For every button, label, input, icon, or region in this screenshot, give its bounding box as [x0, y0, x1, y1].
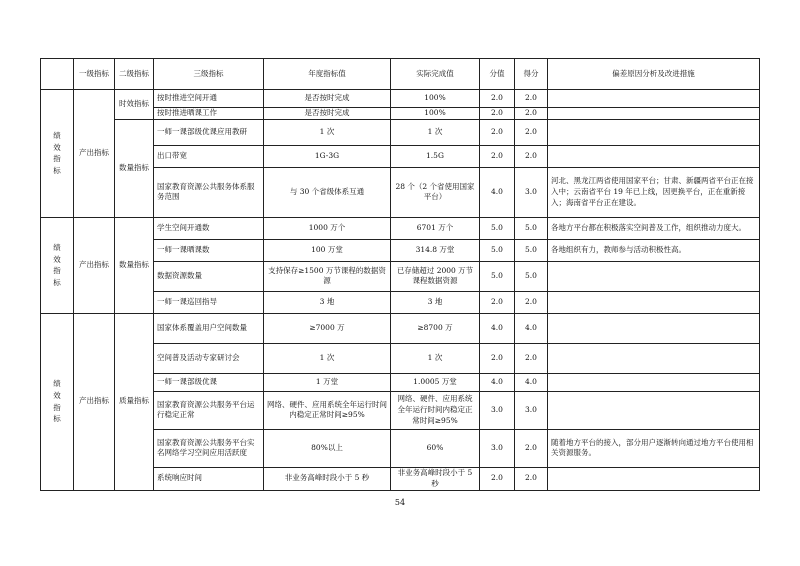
row-name: 一师一课晒课数 — [154, 239, 264, 261]
header-level1: 一级指标 — [74, 59, 115, 90]
row-got: 2.0 — [515, 467, 548, 490]
row-name: 一师一课部级优课应用教研 — [154, 119, 264, 145]
row-actual: 100% — [391, 108, 480, 120]
row-actual: 非业务高峰时段小于 5 秒 — [391, 467, 480, 490]
table-row — [41, 313, 760, 343]
row-target: 1 次 — [264, 343, 391, 373]
row-name: 国家教育资源公共服务平台实名网络学习空间应用活跃度 — [154, 429, 264, 467]
header-got: 得分 — [515, 59, 548, 90]
row-analysis — [548, 261, 760, 291]
row-got: 5.0 — [515, 217, 548, 239]
row-got: 3.0 — [515, 391, 548, 429]
row-score: 4.0 — [480, 313, 515, 343]
group-level2-label: 产出指标 — [74, 217, 115, 313]
subgroup-level3-label: 数量指标 — [115, 217, 154, 313]
row-name: 出口带宽 — [154, 145, 264, 167]
row-analysis — [548, 313, 760, 343]
row-actual: 28 个（2 个省使用国家平台） — [391, 167, 480, 217]
table-row — [41, 119, 760, 145]
row-name: 数据资源数量 — [154, 261, 264, 291]
row-target: 1G-3G — [264, 145, 391, 167]
header-level3: 三级指标 — [154, 59, 264, 90]
row-analysis — [548, 343, 760, 373]
row-name: 一师一课巡回指导 — [154, 291, 264, 313]
table-row — [41, 217, 760, 239]
row-got: 4.0 — [515, 373, 548, 391]
row-got: 5.0 — [515, 239, 548, 261]
row-actual: 1.5G — [391, 145, 480, 167]
row-score: 2.0 — [480, 467, 515, 490]
row-target: 非业务高峰时段小于 5 秒 — [264, 467, 391, 490]
group-level2-label: 产出指标 — [74, 90, 115, 218]
row-analysis: 各地组织有力，教师参与活动积极性高。 — [548, 239, 760, 261]
row-analysis — [548, 90, 760, 108]
row-name: 按时推进空间开通 — [154, 90, 264, 108]
row-score: 2.0 — [480, 291, 515, 313]
table-header-row — [41, 59, 760, 90]
row-score: 2.0 — [480, 108, 515, 120]
row-score: 3.0 — [480, 391, 515, 429]
row-actual: 3 地 — [391, 291, 480, 313]
row-actual: 网络、硬件、应用系统全年运行时间内稳定正常时间≥95% — [391, 391, 480, 429]
row-got: 2.0 — [515, 145, 548, 167]
row-target: 与 30 个省级体系互通 — [264, 167, 391, 217]
group-level2-label: 产出指标 — [74, 313, 115, 490]
row-analysis — [548, 291, 760, 313]
table-row — [41, 90, 760, 108]
row-got: 2.0 — [515, 429, 548, 467]
row-actual: 1 次 — [391, 343, 480, 373]
group-level1-label: 绩效指标 — [41, 313, 74, 490]
performance-indicator-table — [40, 58, 760, 491]
subgroup-level3-label: 质量指标 — [115, 313, 154, 490]
row-actual: 314.8 万堂 — [391, 239, 480, 261]
row-got: 3.0 — [515, 167, 548, 217]
row-target: 1 次 — [264, 119, 391, 145]
row-name: 一师一课部级优课 — [154, 373, 264, 391]
header-score: 分值 — [480, 59, 515, 90]
row-analysis: 各地方平台都在积极落实空间普及工作，组织推动力度大。 — [548, 217, 760, 239]
page-number: 54 — [394, 498, 406, 507]
row-score: 3.0 — [480, 429, 515, 467]
row-score: 5.0 — [480, 239, 515, 261]
subgroup-level3-label: 时效指标 — [115, 90, 154, 120]
row-actual: 1 次 — [391, 119, 480, 145]
header-blank-cell — [41, 59, 74, 90]
row-name: 学生空间开通数 — [154, 217, 264, 239]
header-target: 年度指标值 — [264, 59, 391, 90]
row-score: 2.0 — [480, 343, 515, 373]
row-actual: 已存储超过 2000 万节课程数据资源 — [391, 261, 480, 291]
row-got: 2.0 — [515, 108, 548, 120]
row-name: 按时推进晒课工作 — [154, 108, 264, 120]
row-got: 2.0 — [515, 343, 548, 373]
row-analysis — [548, 108, 760, 120]
row-analysis: 河北、黑龙江两省使用国家平台；甘肃、新疆两省平台正在接入中；云南省平台 19 年已上线，因更换平台，正在重新接入；海南省平台正在建设。 — [548, 167, 760, 217]
row-actual: 100% — [391, 90, 480, 108]
row-name: 国家教育资源公共服务平台运行稳定正常 — [154, 391, 264, 429]
row-target: 网络、硬件、应用系统全年运行时间内稳定正常时间≥95% — [264, 391, 391, 429]
row-analysis — [548, 145, 760, 167]
header-actual: 实际完成值 — [391, 59, 480, 90]
row-analysis — [548, 373, 760, 391]
row-actual: 6701 万个 — [391, 217, 480, 239]
row-actual: ≥8700 万 — [391, 313, 480, 343]
row-name: 系统响应时间 — [154, 467, 264, 490]
row-analysis — [548, 467, 760, 490]
group-level1-label: 绩效指标 — [41, 90, 74, 218]
row-analysis: 随着地方平台的接入，部分用户逐渐转向通过地方平台使用相关资源服务。 — [548, 429, 760, 467]
row-name: 空间普及活动专家研讨会 — [154, 343, 264, 373]
row-target: 是否按时完成 — [264, 108, 391, 120]
row-target: ≥7000 万 — [264, 313, 391, 343]
row-got: 2.0 — [515, 90, 548, 108]
header-level2: 二级指标 — [115, 59, 154, 90]
row-actual: 60% — [391, 429, 480, 467]
row-score: 5.0 — [480, 217, 515, 239]
row-target: 1 万堂 — [264, 373, 391, 391]
row-got: 2.0 — [515, 119, 548, 145]
row-score: 2.0 — [480, 119, 515, 145]
row-target: 100 万堂 — [264, 239, 391, 261]
row-score: 2.0 — [480, 145, 515, 167]
row-score: 5.0 — [480, 261, 515, 291]
row-target: 支持保存≥1500 万节课程的数据资源 — [264, 261, 391, 291]
group-level1-label: 绩效指标 — [41, 217, 74, 313]
row-score: 2.0 — [480, 90, 515, 108]
row-actual: 1.0005 万堂 — [391, 373, 480, 391]
row-got: 2.0 — [515, 291, 548, 313]
row-score: 4.0 — [480, 167, 515, 217]
row-got: 4.0 — [515, 313, 548, 343]
row-target: 3 地 — [264, 291, 391, 313]
row-got: 5.0 — [515, 261, 548, 291]
subgroup-level3-label: 数量指标 — [115, 119, 154, 217]
row-score: 4.0 — [480, 373, 515, 391]
row-name: 国家体系覆盖用户空间数量 — [154, 313, 264, 343]
row-name: 国家教育资源公共服务体系服务范围 — [154, 167, 264, 217]
header-analysis: 偏差原因分析及改进措施 — [548, 59, 760, 90]
row-analysis — [548, 119, 760, 145]
row-target: 80%以上 — [264, 429, 391, 467]
row-target: 1000 万个 — [264, 217, 391, 239]
row-analysis — [548, 391, 760, 429]
row-target: 是否按时完成 — [264, 90, 391, 108]
